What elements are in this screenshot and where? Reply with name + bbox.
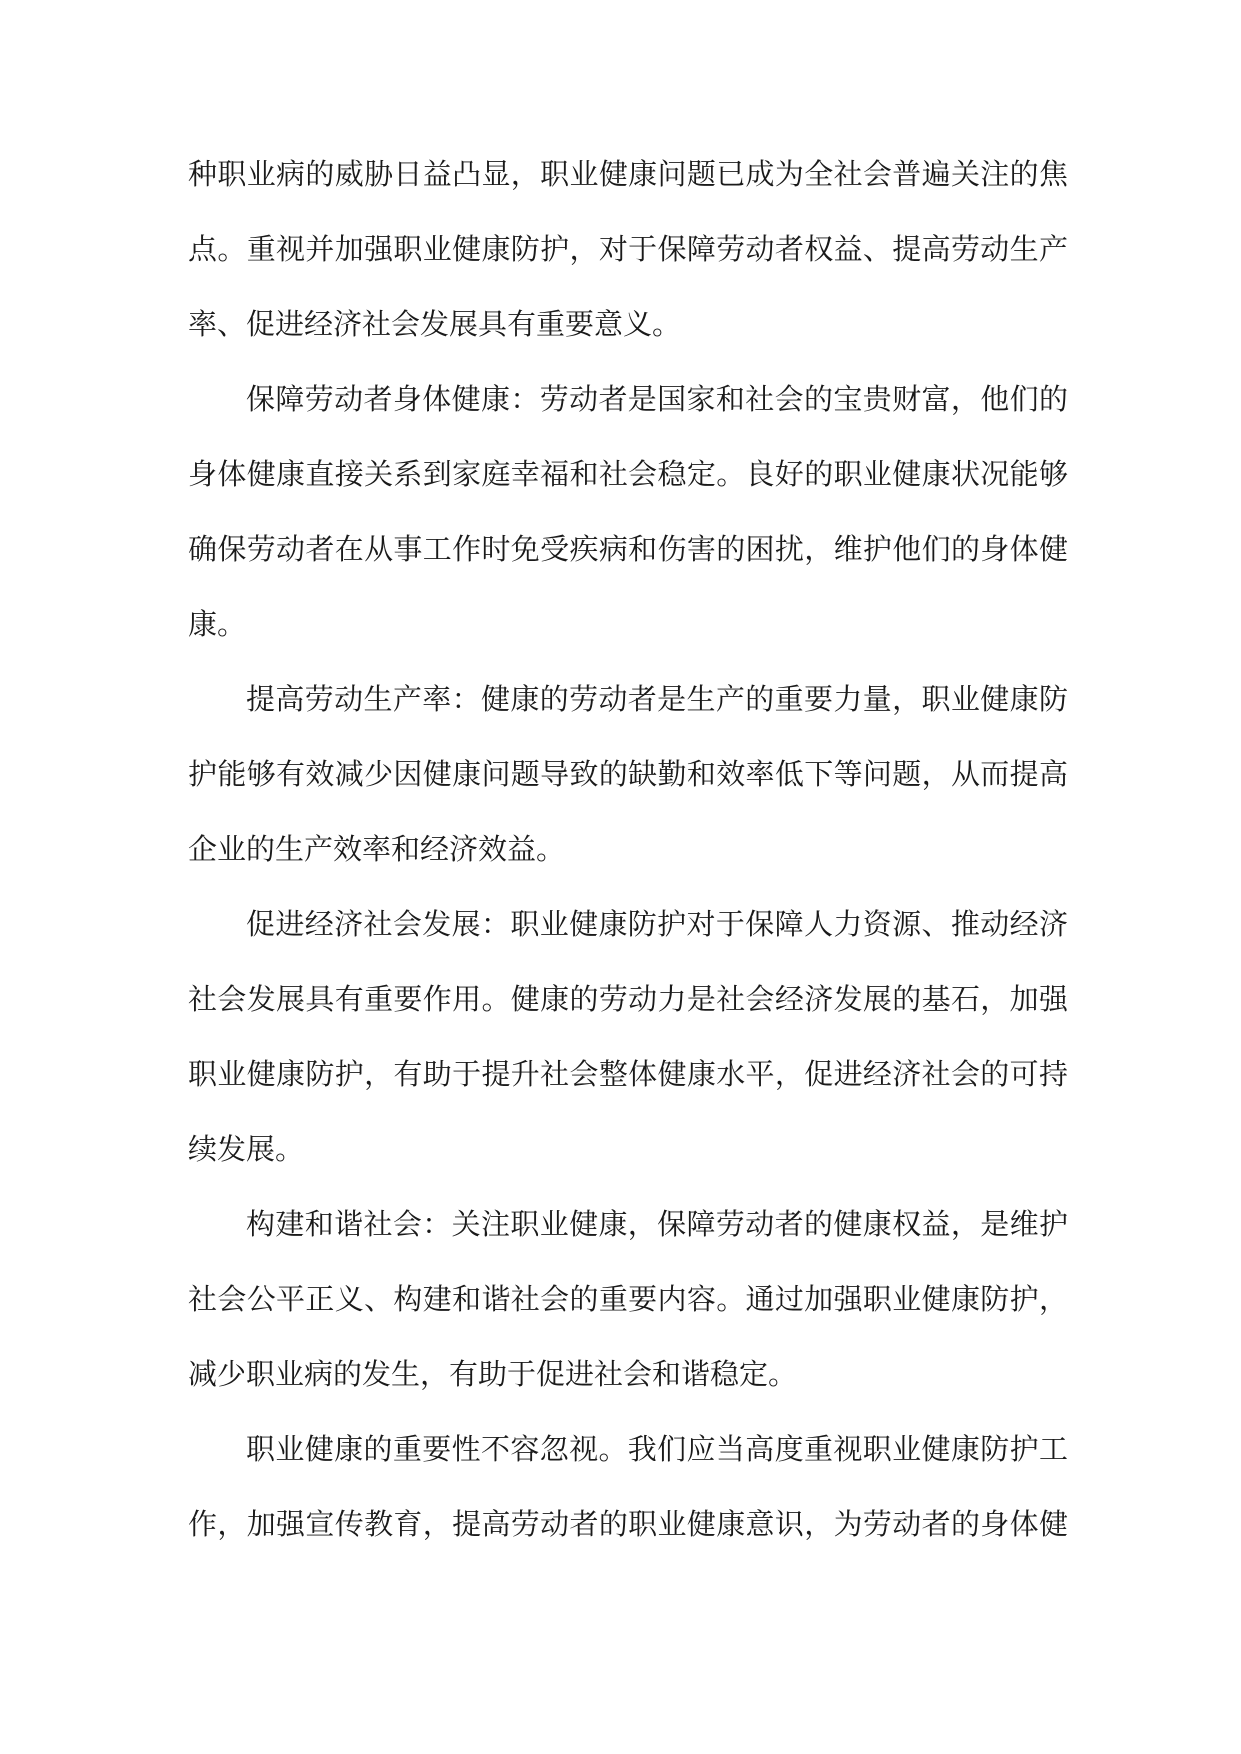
text-line-12: 社会发展具有重要作用。健康的劳动力是社会经济发展的基石，加强 (188, 982, 1068, 1016)
text-line-14: 续发展。 (188, 1132, 305, 1166)
text-line-13: 职业健康防护，有助于提升社会整体健康水平，促进经济社会的可持 (188, 1057, 1068, 1091)
text-line-8: 提高劳动生产率：健康的劳动者是生产的重要力量，职业健康防 (246, 682, 1068, 716)
document-body (188, 144, 1068, 1569)
text-line-6: 确保劳动者在从事工作时免受疾病和伤害的困扰，维护他们的身体健 (188, 532, 1068, 566)
text-line-16: 社会公平正义、构建和谐社会的重要内容。通过加强职业健康防护， (188, 1282, 1068, 1316)
text-line-9: 护能够有效减少因健康问题导致的缺勤和效率低下等问题，从而提高 (188, 757, 1068, 791)
text-line-7: 康。 (188, 607, 247, 641)
text-line-17: 减少职业病的发生，有助于促进社会和谐稳定。 (188, 1357, 798, 1391)
text-line-11: 促进经济社会发展：职业健康防护对于保障人力资源、推动经济 (246, 907, 1068, 941)
text-line-3: 率、促进经济社会发展具有重要意义。 (188, 307, 682, 341)
text-line-15: 构建和谐社会：关注职业健康，保障劳动者的健康权益，是维护 (246, 1207, 1068, 1241)
text-line-2: 点。重视并加强职业健康防护，对于保障劳动者权益、提高劳动生产 (188, 232, 1068, 266)
text-line-19: 作，加强宣传教育，提高劳动者的职业健康意识，为劳动者的身体健 (188, 1507, 1068, 1541)
text-line-18: 职业健康的重要性不容忽视。我们应当高度重视职业健康防护工 (246, 1432, 1068, 1466)
text-line-4: 保障劳动者身体健康：劳动者是国家和社会的宝贵财富，他们的 (246, 382, 1068, 416)
text-line-10: 企业的生产效率和经济效益。 (188, 832, 566, 866)
text-line-5: 身体健康直接关系到家庭幸福和社会稳定。良好的职业健康状况能够 (188, 457, 1068, 491)
text-line-1: 种职业病的威胁日益凸显，职业健康问题已成为全社会普遍关注的焦 (188, 157, 1068, 191)
